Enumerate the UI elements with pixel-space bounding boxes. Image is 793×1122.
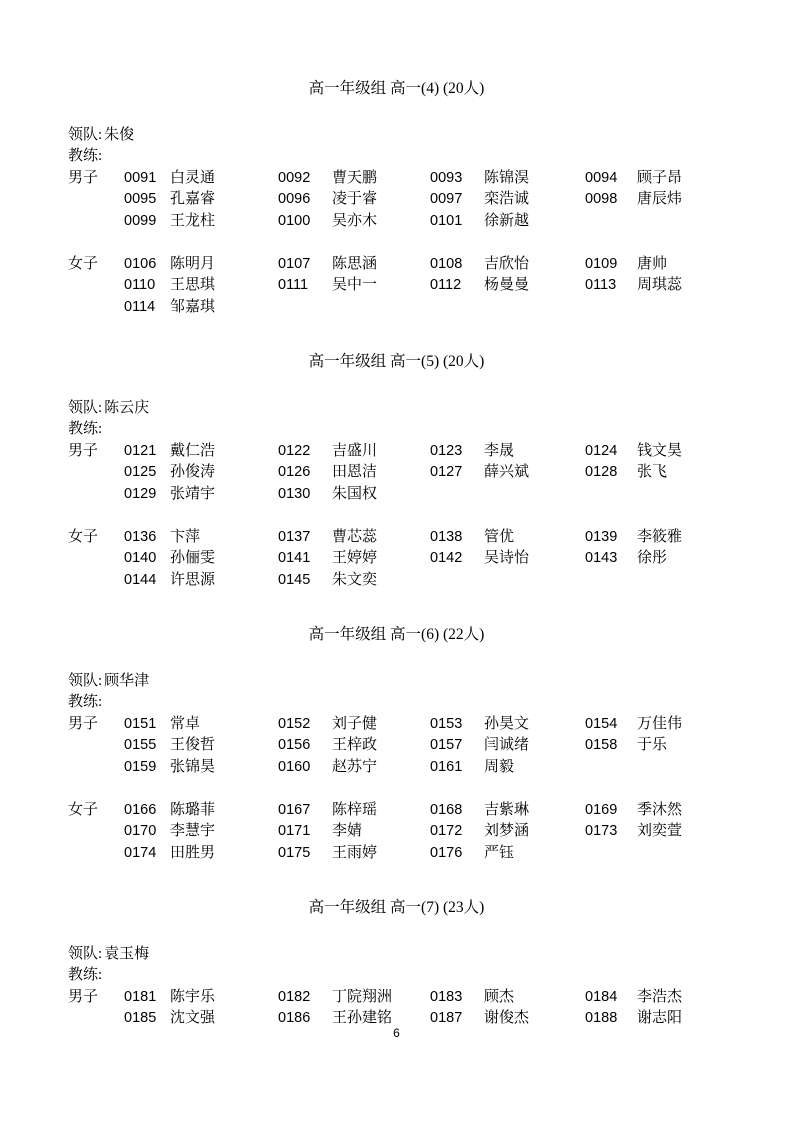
group-label <box>68 462 124 484</box>
entry-number: 0092 <box>278 169 311 186</box>
entry-number: 0108 <box>430 255 463 272</box>
leader-label: 领队: <box>68 672 103 689</box>
group-label <box>68 484 124 506</box>
entry-number: 0095 <box>124 191 157 207</box>
roster-row <box>68 570 725 592</box>
entry-name: 田胜男 <box>170 844 216 861</box>
entry-number: 0160 <box>278 758 311 775</box>
entry-name: 王梓政 <box>332 737 378 753</box>
entry-number: 0111 <box>278 277 309 293</box>
entry-number: 0151 <box>124 715 157 732</box>
entry-number: 0121 <box>124 442 157 459</box>
entry-name: 杨曼曼 <box>484 277 530 293</box>
roster-row <box>68 527 725 549</box>
entry-name: 凌于睿 <box>332 191 378 207</box>
entry-number: 0181 <box>124 988 157 1005</box>
roster-row <box>68 297 725 319</box>
entry-number: 0126 <box>278 464 311 480</box>
entry-number: 0142 <box>430 550 463 566</box>
group-label <box>68 821 124 843</box>
leader-line <box>68 944 725 966</box>
entry-name: 周毅 <box>484 758 515 775</box>
entry-name: 顾子昂 <box>637 169 683 186</box>
entry-name: 吴诗怡 <box>484 550 530 566</box>
entry-number: 0129 <box>124 485 157 502</box>
roster-section <box>68 351 725 591</box>
page-number: 6 <box>393 1026 400 1040</box>
entry-name: 刘奕萱 <box>637 823 683 839</box>
group-label: 男子 <box>68 169 99 186</box>
entry-name: 赵苏宁 <box>332 758 378 775</box>
entry-name: 薛兴斌 <box>484 464 530 480</box>
group-label <box>68 297 124 319</box>
roster-row <box>68 757 725 779</box>
entry-number: 0143 <box>585 550 618 566</box>
entry-name: 陈明月 <box>170 255 216 272</box>
entry-number: 0166 <box>124 801 157 818</box>
group-label <box>68 211 124 233</box>
blank-line <box>68 778 725 800</box>
entry-name: 朱国权 <box>332 485 378 502</box>
blank-line <box>68 505 725 527</box>
roster-row <box>68 843 725 865</box>
roster-row <box>68 441 725 463</box>
entry-name: 刘子健 <box>332 715 378 732</box>
roster-row <box>68 987 725 1009</box>
entry-number: 0097 <box>430 191 463 207</box>
entry-name: 吴中一 <box>332 277 378 293</box>
entry-name: 戴仁浩 <box>170 442 216 459</box>
roster-row <box>68 800 725 822</box>
roster-row <box>68 714 725 736</box>
section-title: 高一年级组 高一(4) (20人) <box>308 80 485 97</box>
entry-number: 0130 <box>278 485 311 502</box>
entry-name: 李浩杰 <box>637 988 683 1005</box>
entry-name: 孙昊文 <box>484 715 530 732</box>
roster-row <box>68 254 725 276</box>
entry-number: 0123 <box>430 442 463 459</box>
entry-number: 0175 <box>278 844 311 861</box>
entry-name: 张靖宇 <box>170 485 216 502</box>
entry-name: 周琪蕊 <box>637 277 683 293</box>
roster-row <box>68 211 725 233</box>
entry-number: 0153 <box>430 715 463 732</box>
entry-number: 0093 <box>430 169 463 186</box>
entry-number: 0128 <box>585 464 618 480</box>
section-title: 高一年级组 高一(7) (23人) <box>308 899 485 916</box>
group-label: 女子 <box>68 255 99 272</box>
entry-name: 唐帅 <box>637 255 668 272</box>
entry-name: 万佳伟 <box>637 715 683 732</box>
entry-name: 王思琪 <box>170 277 216 293</box>
roster-sections <box>68 78 725 1030</box>
entry-name: 吉紫琳 <box>484 801 530 818</box>
entry-name: 王龙柱 <box>170 212 216 229</box>
entry-name: 于乐 <box>637 737 668 753</box>
entry-name: 王婷婷 <box>332 550 378 566</box>
coach-line <box>68 965 725 987</box>
entry-name: 闫诚绪 <box>484 737 530 753</box>
entry-number: 0169 <box>585 801 618 818</box>
group-label <box>68 757 124 779</box>
roster-row <box>68 189 725 211</box>
entry-name: 丁院翔洲 <box>332 988 393 1005</box>
entry-name: 谢俊杰 <box>484 1010 530 1026</box>
entry-name: 徐新越 <box>484 212 530 229</box>
coach-line <box>68 419 725 441</box>
leader-line <box>68 125 725 147</box>
entry-number: 0185 <box>124 1010 157 1026</box>
entry-name: 吉盛川 <box>332 442 378 459</box>
entry-name: 李筱雅 <box>637 528 683 545</box>
coach-line <box>68 146 725 168</box>
entry-number: 0138 <box>430 528 463 545</box>
entry-number: 0161 <box>430 758 463 775</box>
leader-line <box>68 671 725 693</box>
entry-number: 0157 <box>430 737 463 753</box>
entry-name: 唐辰炜 <box>637 191 683 207</box>
group-label <box>68 548 124 570</box>
group-label <box>68 735 124 757</box>
coach-label: 教练: <box>68 148 103 164</box>
entry-number: 0154 <box>585 715 618 732</box>
group-label: 女子 <box>68 801 99 818</box>
group-label: 女子 <box>68 528 99 545</box>
coach-label: 教练: <box>68 967 103 983</box>
leader-name: 袁玉梅 <box>104 945 150 962</box>
group-label: 男子 <box>68 988 99 1005</box>
entry-number: 0137 <box>278 528 311 545</box>
entry-name: 王雨婷 <box>332 844 378 861</box>
entry-number: 0188 <box>585 1010 618 1026</box>
entry-name: 白灵通 <box>170 169 216 186</box>
entry-number: 0110 <box>124 277 156 293</box>
section-title: 高一年级组 高一(6) (22人) <box>308 626 485 643</box>
leader-line <box>68 398 725 420</box>
roster-row <box>68 735 725 757</box>
leader-name: 顾华津 <box>104 672 150 689</box>
entry-name: 邹嘉琪 <box>170 298 216 315</box>
group-label <box>68 189 124 211</box>
entry-number: 0127 <box>430 464 463 480</box>
group-label: 男子 <box>68 442 99 459</box>
entry-name: 沈文强 <box>170 1010 216 1026</box>
entry-number: 0125 <box>124 464 157 480</box>
entry-name: 卞萍 <box>170 528 201 545</box>
entry-number: 0091 <box>124 169 157 186</box>
entry-number: 0124 <box>585 442 618 459</box>
entry-name: 张锦昊 <box>170 758 216 775</box>
roster-section <box>68 897 725 1030</box>
roster-row <box>68 548 725 570</box>
entry-number: 0101 <box>430 212 463 229</box>
leader-name: 朱俊 <box>104 126 135 143</box>
leader-name: 陈云庆 <box>104 399 150 416</box>
entry-number: 0184 <box>585 988 618 1005</box>
entry-number: 0172 <box>430 823 463 839</box>
entry-number: 0122 <box>278 442 311 459</box>
entry-name: 顾杰 <box>484 988 515 1005</box>
entry-number: 0096 <box>278 191 311 207</box>
entry-name: 李晟 <box>484 442 515 459</box>
roster-row <box>68 462 725 484</box>
entry-name: 常卓 <box>170 715 201 732</box>
entry-name: 李婧 <box>332 823 363 839</box>
entry-number: 0183 <box>430 988 463 1005</box>
roster-section <box>68 624 725 864</box>
entry-number: 0174 <box>124 844 157 861</box>
entry-name: 孔嘉睿 <box>170 191 216 207</box>
entry-name: 陈璐菲 <box>170 801 216 818</box>
leader-label: 领队: <box>68 126 103 143</box>
coach-label: 教练: <box>68 421 103 437</box>
entry-name: 陈宇乐 <box>170 988 216 1005</box>
entry-name: 季沐然 <box>637 801 683 818</box>
group-label <box>68 275 124 297</box>
roster-section <box>68 78 725 318</box>
roster-row <box>68 168 725 190</box>
entry-name: 曹天鹏 <box>332 169 378 186</box>
entry-name: 徐彤 <box>637 550 668 566</box>
entry-number: 0186 <box>278 1010 311 1026</box>
entry-name: 王俊哲 <box>170 737 216 753</box>
entry-number: 0187 <box>430 1010 463 1026</box>
entry-number: 0182 <box>278 988 311 1005</box>
entry-name: 管优 <box>484 528 515 545</box>
entry-number: 0156 <box>278 737 311 753</box>
entry-name: 吴亦木 <box>332 212 378 229</box>
entry-name: 孙俊涛 <box>170 464 216 480</box>
blank-line <box>68 232 725 254</box>
entry-number: 0173 <box>585 823 618 839</box>
leader-label: 领队: <box>68 945 103 962</box>
entry-name: 谢志阳 <box>637 1010 683 1026</box>
section-title: 高一年级组 高一(5) (20人) <box>308 353 485 370</box>
entry-name: 栾浩诚 <box>484 191 530 207</box>
entry-number: 0155 <box>124 737 157 753</box>
leader-label: 领队: <box>68 399 103 416</box>
entry-number: 0136 <box>124 528 157 545</box>
entry-name: 曹芯蕊 <box>332 528 378 545</box>
entry-name: 田恩洁 <box>332 464 378 480</box>
entry-number: 0144 <box>124 571 157 588</box>
entry-number: 0140 <box>124 550 157 566</box>
entry-name: 张飞 <box>637 464 668 480</box>
entry-number: 0145 <box>278 571 311 588</box>
entry-number: 0152 <box>278 715 311 732</box>
entry-number: 0106 <box>124 255 157 272</box>
coach-line <box>68 692 725 714</box>
entry-number: 0170 <box>124 823 157 839</box>
entry-number: 0171 <box>278 823 311 839</box>
entry-name: 严钰 <box>484 844 515 861</box>
entry-name: 钱文昊 <box>637 442 683 459</box>
entry-name: 陈梓瑶 <box>332 801 378 818</box>
entry-number: 0168 <box>430 801 463 818</box>
group-label <box>68 570 124 592</box>
roster-row <box>68 484 725 506</box>
entry-name: 陈锦淏 <box>484 169 530 186</box>
entry-name: 孙俪雯 <box>170 550 216 566</box>
entry-number: 0107 <box>278 255 311 272</box>
roster-row <box>68 275 725 297</box>
entry-name: 李慧宇 <box>170 823 216 839</box>
entry-number: 0141 <box>278 550 311 566</box>
entry-name: 刘梦涵 <box>484 823 530 839</box>
entry-number: 0113 <box>585 277 617 293</box>
entry-name: 王孙建铭 <box>332 1010 393 1026</box>
entry-number: 0112 <box>430 277 462 293</box>
group-label: 男子 <box>68 715 99 732</box>
group-label <box>68 843 124 865</box>
entry-number: 0100 <box>278 212 311 229</box>
entry-number: 0139 <box>585 528 618 545</box>
coach-label: 教练: <box>68 694 103 710</box>
entry-number: 0109 <box>585 255 618 272</box>
entry-number: 0114 <box>124 298 156 315</box>
entry-number: 0099 <box>124 212 157 229</box>
entry-name: 陈思涵 <box>332 255 378 272</box>
entry-number: 0098 <box>585 191 618 207</box>
entry-name: 朱文奕 <box>332 571 378 588</box>
entry-number: 0159 <box>124 758 157 775</box>
entry-number: 0167 <box>278 801 311 818</box>
entry-name: 许思源 <box>170 571 216 588</box>
entry-number: 0158 <box>585 737 618 753</box>
entry-number: 0176 <box>430 844 463 861</box>
entry-name: 吉欣怡 <box>484 255 530 272</box>
roster-row <box>68 821 725 843</box>
entry-number: 0094 <box>585 169 618 186</box>
